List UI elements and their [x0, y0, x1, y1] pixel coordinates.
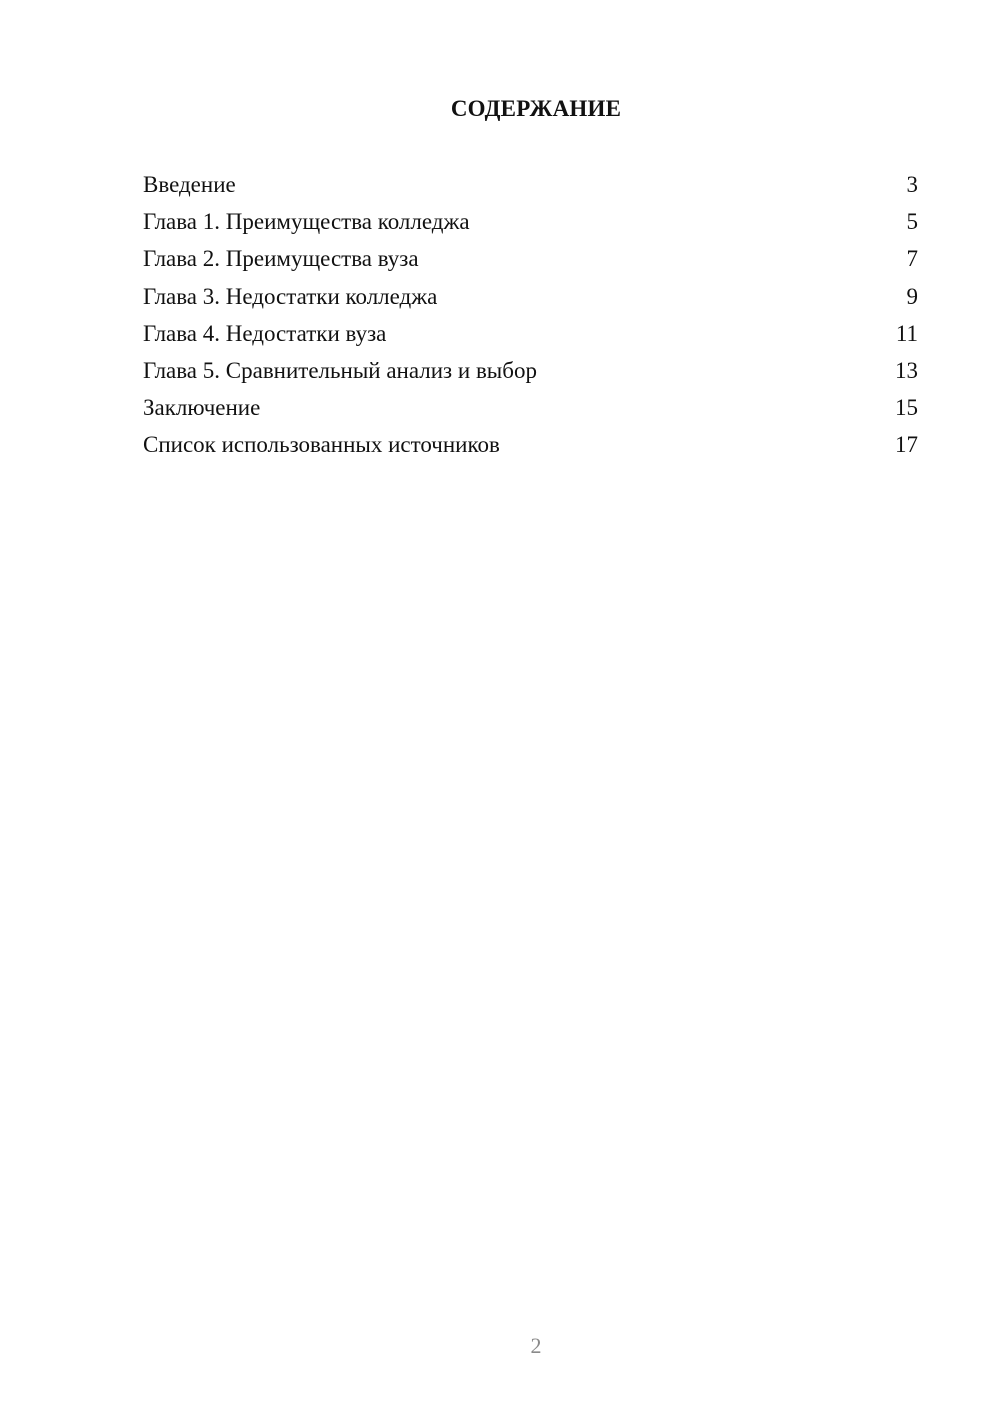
toc-entry-label: Глава 1. Преимущества колледжа: [143, 209, 470, 235]
toc-entry-references: [143, 430, 918, 467]
toc-entry-page: 5: [906, 209, 918, 235]
toc-entry-chapter-5: [143, 356, 918, 393]
toc-entry-conclusion: [143, 393, 918, 430]
toc-entry-page: 13: [895, 357, 918, 383]
table-of-contents: [143, 170, 918, 468]
page-number: 2: [530, 1333, 542, 1358]
toc-entry-chapter-4: [143, 319, 918, 356]
toc-entry-label: Глава 3. Недостатки колледжа: [143, 283, 438, 309]
toc-entry-page: 15: [895, 395, 918, 421]
toc-entry-introduction: [143, 170, 918, 207]
toc-entry-label: Список использованных источников: [143, 432, 500, 458]
toc-entry-label: Заключение: [143, 395, 261, 421]
toc-entry-chapter-3: [143, 282, 918, 319]
toc-entry-label: Введение: [143, 172, 236, 197]
toc-entry-chapter-1: [143, 207, 918, 244]
toc-entry-label: Глава 4. Недостатки вуза: [143, 320, 387, 346]
toc-entry-page: 3: [906, 172, 918, 197]
toc-entry-page: 17: [895, 432, 918, 458]
page-title: СОДЕРЖАНИЕ: [450, 96, 622, 121]
toc-entry-label: Глава 5. Сравнительный анализ и выбор: [143, 357, 537, 383]
toc-entry-page: 9: [906, 283, 918, 309]
toc-entry-chapter-2: [143, 244, 918, 281]
toc-entry-label: Глава 2. Преимущества вуза: [143, 246, 419, 272]
toc-entry-page: 11: [895, 320, 918, 346]
toc-entry-page: 7: [906, 246, 918, 272]
